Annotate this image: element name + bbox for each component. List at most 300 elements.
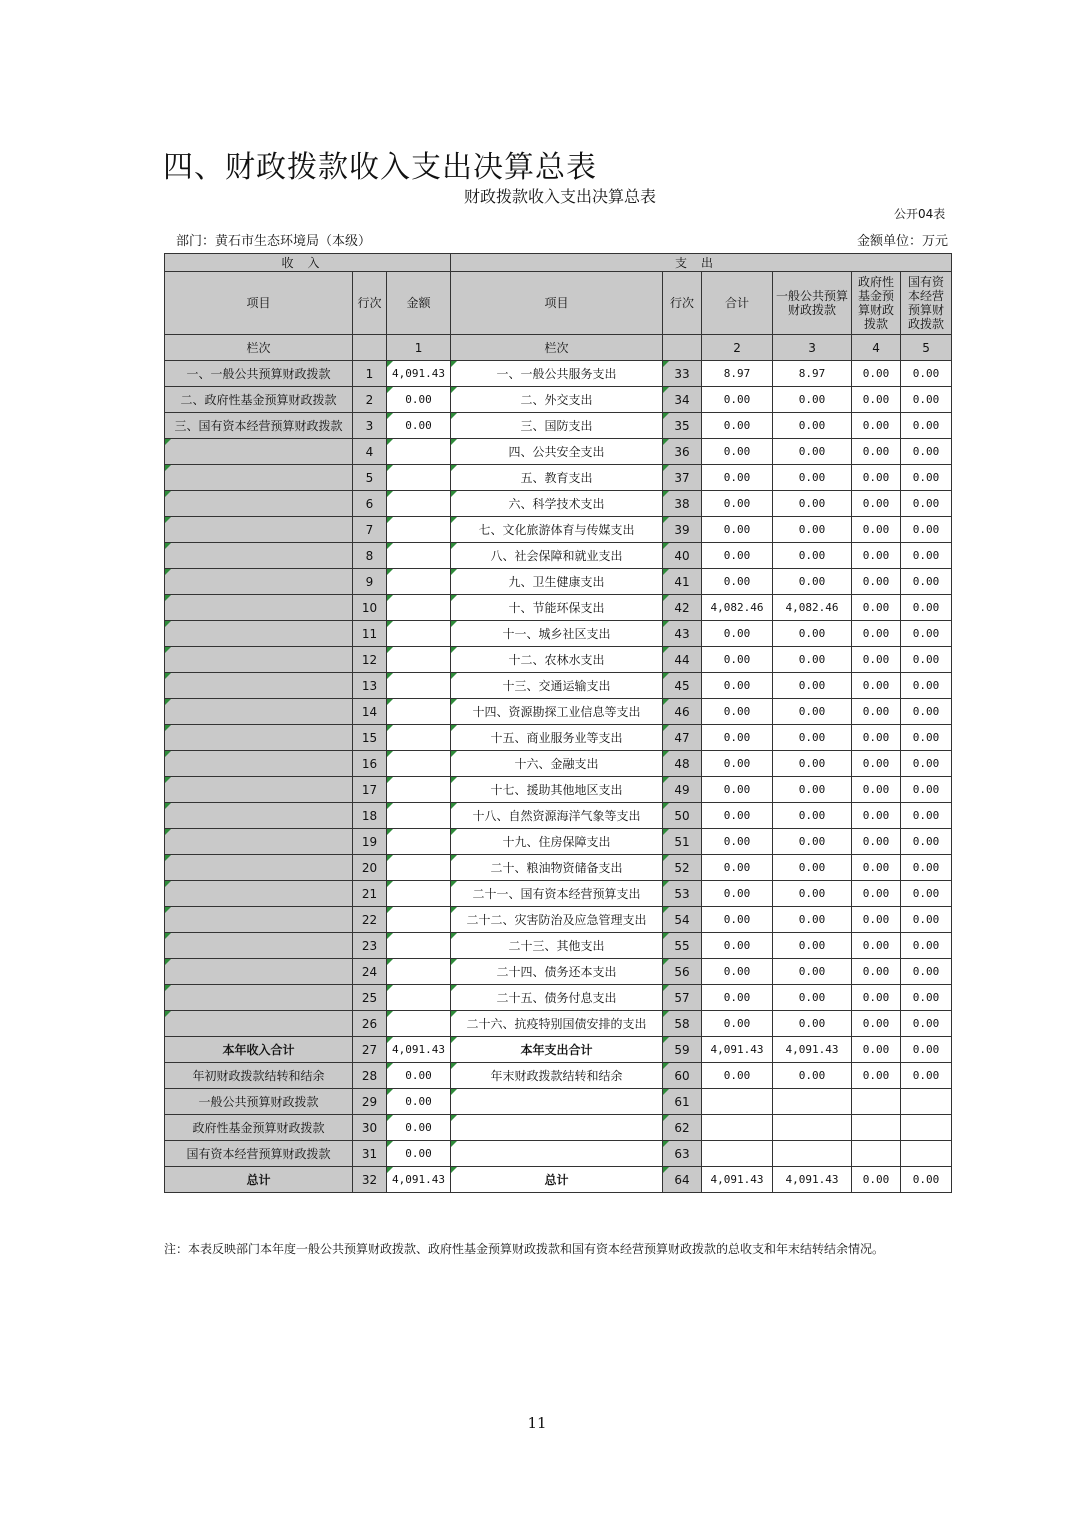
general-budget-cell bbox=[773, 1089, 852, 1115]
income-column-label: 栏次 bbox=[165, 335, 353, 361]
general-budget-cell: 4,082.46 bbox=[773, 595, 852, 621]
state-capital-cell: 0.00 bbox=[901, 1063, 952, 1089]
expense-line-cell: 43 bbox=[663, 621, 702, 647]
gov-fund-cell: 0.00 bbox=[852, 959, 901, 985]
column-5: 5 bbox=[901, 335, 952, 361]
gov-fund-cell: 0.00 bbox=[852, 881, 901, 907]
income-item-cell bbox=[165, 543, 353, 569]
income-amount-cell: 0.00 bbox=[387, 387, 451, 413]
expense-line-cell: 50 bbox=[663, 803, 702, 829]
general-budget-cell: 0.00 bbox=[773, 1063, 852, 1089]
state-capital-cell: 0.00 bbox=[901, 439, 952, 465]
table-row bbox=[165, 439, 952, 465]
total-cell: 0.00 bbox=[702, 1063, 773, 1089]
income-amount-cell bbox=[387, 465, 451, 491]
general-budget-cell: 0.00 bbox=[773, 673, 852, 699]
expense-line-cell: 41 bbox=[663, 569, 702, 595]
income-amount-cell: 0.00 bbox=[387, 1141, 451, 1167]
table-row bbox=[165, 725, 952, 751]
page-number: 11 bbox=[527, 1414, 547, 1432]
income-line-cell: 19 bbox=[353, 829, 387, 855]
total-cell: 4,091.43 bbox=[702, 1167, 773, 1193]
gov-fund-cell bbox=[852, 1089, 901, 1115]
department-label: 部门：黄石市生态环境局（本级） bbox=[176, 234, 372, 249]
unit-label: 金额单位：万元 bbox=[857, 234, 949, 249]
expense-line-cell: 35 bbox=[663, 413, 702, 439]
expense-item-cell bbox=[451, 1115, 663, 1141]
income-item-cell bbox=[165, 881, 353, 907]
state-capital-cell: 0.00 bbox=[901, 361, 952, 387]
state-capital-cell: 0.00 bbox=[901, 725, 952, 751]
income-amount-cell bbox=[387, 569, 451, 595]
table-row bbox=[165, 361, 952, 387]
income-line-cell: 29 bbox=[353, 1089, 387, 1115]
state-capital-cell: 0.00 bbox=[901, 751, 952, 777]
income-amount-cell bbox=[387, 829, 451, 855]
gov-fund-header: 政府性基金预算财政拨款 bbox=[852, 272, 901, 335]
income-item-cell bbox=[165, 569, 353, 595]
state-capital-cell: 0.00 bbox=[901, 959, 952, 985]
expense-item-cell: 总计 bbox=[451, 1167, 663, 1193]
expense-item-cell: 二十、粮油物资储备支出 bbox=[451, 855, 663, 881]
income-amount-cell: 0.00 bbox=[387, 1115, 451, 1141]
form-number: 公开04表 bbox=[894, 207, 946, 221]
state-capital-cell bbox=[901, 1115, 952, 1141]
income-item-cell bbox=[165, 465, 353, 491]
state-capital-cell: 0.00 bbox=[901, 387, 952, 413]
total-cell bbox=[702, 1089, 773, 1115]
table-row bbox=[165, 1063, 952, 1089]
general-budget-cell bbox=[773, 1115, 852, 1141]
expense-item-cell: 二十六、抗疫特别国债安排的支出 bbox=[451, 1011, 663, 1037]
income-item-cell: 三、国有资本经营预算财政拨款 bbox=[165, 413, 353, 439]
general-budget-cell: 0.00 bbox=[773, 491, 852, 517]
income-amount-cell: 4,091.43 bbox=[387, 361, 451, 387]
income-line-cell: 26 bbox=[353, 1011, 387, 1037]
income-item-cell bbox=[165, 985, 353, 1011]
table-row bbox=[165, 777, 952, 803]
income-item-cell bbox=[165, 803, 353, 829]
income-item-cell bbox=[165, 673, 353, 699]
expense-item-cell: 十六、金融支出 bbox=[451, 751, 663, 777]
state-capital-cell: 0.00 bbox=[901, 647, 952, 673]
state-capital-cell: 0.00 bbox=[901, 907, 952, 933]
expense-item-header: 项目 bbox=[451, 272, 663, 335]
income-line-cell: 21 bbox=[353, 881, 387, 907]
expense-section-header: 支出 bbox=[451, 254, 952, 272]
expense-line-header: 行次 bbox=[663, 272, 702, 335]
total-cell: 0.00 bbox=[702, 959, 773, 985]
state-capital-cell: 0.00 bbox=[901, 881, 952, 907]
income-amount-cell bbox=[387, 933, 451, 959]
income-item-cell: 总计 bbox=[165, 1167, 353, 1193]
column-2: 2 bbox=[702, 335, 773, 361]
expense-line-cell: 40 bbox=[663, 543, 702, 569]
expense-item-cell: 三、国防支出 bbox=[451, 413, 663, 439]
expense-line-cell: 49 bbox=[663, 777, 702, 803]
state-capital-header: 国有资本经营预算财政拨款 bbox=[901, 272, 952, 335]
gov-fund-cell: 0.00 bbox=[852, 855, 901, 881]
income-amount-cell bbox=[387, 595, 451, 621]
expense-line-cell: 56 bbox=[663, 959, 702, 985]
income-item-header: 项目 bbox=[165, 272, 353, 335]
income-amount-cell: 0.00 bbox=[387, 1063, 451, 1089]
general-budget-header: 一般公共预算财政拨款 bbox=[773, 272, 852, 335]
income-item-cell bbox=[165, 933, 353, 959]
expense-line-cell: 38 bbox=[663, 491, 702, 517]
total-cell: 0.00 bbox=[702, 387, 773, 413]
income-item-cell bbox=[165, 855, 353, 881]
total-cell: 0.00 bbox=[702, 699, 773, 725]
income-line-cell: 5 bbox=[353, 465, 387, 491]
expense-item-cell: 十二、农林水支出 bbox=[451, 647, 663, 673]
total-cell: 0.00 bbox=[702, 465, 773, 491]
income-item-cell bbox=[165, 647, 353, 673]
income-item-cell bbox=[165, 517, 353, 543]
gov-fund-cell: 0.00 bbox=[852, 647, 901, 673]
expense-item-cell: 二十二、灾害防治及应急管理支出 bbox=[451, 907, 663, 933]
expense-item-cell: 十、节能环保支出 bbox=[451, 595, 663, 621]
gov-fund-cell: 0.00 bbox=[852, 1167, 901, 1193]
table-row bbox=[165, 621, 952, 647]
gov-fund-cell: 0.00 bbox=[852, 907, 901, 933]
expense-line-cell: 39 bbox=[663, 517, 702, 543]
table-row bbox=[165, 517, 952, 543]
total-cell: 0.00 bbox=[702, 1011, 773, 1037]
expense-line-cell: 54 bbox=[663, 907, 702, 933]
income-amount-cell bbox=[387, 959, 451, 985]
state-capital-cell: 0.00 bbox=[901, 569, 952, 595]
state-capital-cell: 0.00 bbox=[901, 543, 952, 569]
table-row bbox=[165, 855, 952, 881]
expense-item-cell: 二十四、债务还本支出 bbox=[451, 959, 663, 985]
income-amount-cell bbox=[387, 543, 451, 569]
expense-column-label: 栏次 bbox=[451, 335, 663, 361]
income-item-cell bbox=[165, 907, 353, 933]
general-budget-cell: 0.00 bbox=[773, 881, 852, 907]
state-capital-cell: 0.00 bbox=[901, 933, 952, 959]
state-capital-cell: 0.00 bbox=[901, 413, 952, 439]
gov-fund-cell: 0.00 bbox=[852, 777, 901, 803]
general-budget-cell: 4,091.43 bbox=[773, 1167, 852, 1193]
income-item-cell bbox=[165, 491, 353, 517]
income-item-cell: 国有资本经营预算财政拨款 bbox=[165, 1141, 353, 1167]
expense-line-cell: 55 bbox=[663, 933, 702, 959]
table-row bbox=[165, 881, 952, 907]
general-budget-cell: 0.00 bbox=[773, 387, 852, 413]
general-budget-cell: 0.00 bbox=[773, 413, 852, 439]
total-cell: 0.00 bbox=[702, 647, 773, 673]
gov-fund-cell: 0.00 bbox=[852, 985, 901, 1011]
income-item-cell: 一般公共预算财政拨款 bbox=[165, 1089, 353, 1115]
income-amount-cell bbox=[387, 1011, 451, 1037]
income-amount-cell: 0.00 bbox=[387, 413, 451, 439]
expense-line-cell: 47 bbox=[663, 725, 702, 751]
expense-item-cell: 本年支出合计 bbox=[451, 1037, 663, 1063]
income-line-cell: 17 bbox=[353, 777, 387, 803]
expense-item-cell: 十五、商业服务业等支出 bbox=[451, 725, 663, 751]
expense-item-cell: 八、社会保障和就业支出 bbox=[451, 543, 663, 569]
gov-fund-cell: 0.00 bbox=[852, 491, 901, 517]
expense-line-cell: 64 bbox=[663, 1167, 702, 1193]
gov-fund-cell bbox=[852, 1141, 901, 1167]
income-item-cell: 政府性基金预算财政拨款 bbox=[165, 1115, 353, 1141]
expense-line-cell: 59 bbox=[663, 1037, 702, 1063]
general-budget-cell: 0.00 bbox=[773, 517, 852, 543]
state-capital-cell: 0.00 bbox=[901, 829, 952, 855]
gov-fund-cell: 0.00 bbox=[852, 1037, 901, 1063]
state-capital-cell bbox=[901, 1089, 952, 1115]
general-budget-cell: 0.00 bbox=[773, 569, 852, 595]
expense-item-cell: 十三、交通运输支出 bbox=[451, 673, 663, 699]
state-capital-cell: 0.00 bbox=[901, 621, 952, 647]
general-budget-cell: 8.97 bbox=[773, 361, 852, 387]
table-row bbox=[165, 673, 952, 699]
total-cell: 4,082.46 bbox=[702, 595, 773, 621]
gov-fund-cell: 0.00 bbox=[852, 361, 901, 387]
total-cell: 0.00 bbox=[702, 855, 773, 881]
state-capital-cell: 0.00 bbox=[901, 1167, 952, 1193]
income-amount-cell: 0.00 bbox=[387, 1089, 451, 1115]
expense-item-cell bbox=[451, 1141, 663, 1167]
total-cell: 0.00 bbox=[702, 803, 773, 829]
general-budget-cell: 4,091.43 bbox=[773, 1037, 852, 1063]
income-line-cell: 30 bbox=[353, 1115, 387, 1141]
income-item-cell: 年初财政拨款结转和结余 bbox=[165, 1063, 353, 1089]
state-capital-cell: 0.00 bbox=[901, 491, 952, 517]
table-row bbox=[165, 751, 952, 777]
expense-line-cell: 63 bbox=[663, 1141, 702, 1167]
table-row bbox=[165, 647, 952, 673]
gov-fund-cell: 0.00 bbox=[852, 829, 901, 855]
income-amount-cell bbox=[387, 985, 451, 1011]
state-capital-cell: 0.00 bbox=[901, 777, 952, 803]
table-row bbox=[165, 959, 952, 985]
general-budget-cell: 0.00 bbox=[773, 621, 852, 647]
expense-line-cell: 33 bbox=[663, 361, 702, 387]
total-cell: 0.00 bbox=[702, 413, 773, 439]
income-line-cell: 4 bbox=[353, 439, 387, 465]
total-header: 合计 bbox=[702, 272, 773, 335]
total-cell: 0.00 bbox=[702, 569, 773, 595]
total-cell: 0.00 bbox=[702, 725, 773, 751]
income-amount-cell bbox=[387, 751, 451, 777]
table-row bbox=[165, 491, 952, 517]
state-capital-cell: 0.00 bbox=[901, 595, 952, 621]
general-budget-cell: 0.00 bbox=[773, 985, 852, 1011]
expense-line-cell: 46 bbox=[663, 699, 702, 725]
income-amount-cell: 4,091.43 bbox=[387, 1037, 451, 1063]
expense-line-cell: 60 bbox=[663, 1063, 702, 1089]
expense-item-cell: 十九、住房保障支出 bbox=[451, 829, 663, 855]
expense-line-cell: 37 bbox=[663, 465, 702, 491]
gov-fund-cell: 0.00 bbox=[852, 543, 901, 569]
expense-line-cell: 36 bbox=[663, 439, 702, 465]
table-row bbox=[165, 699, 952, 725]
income-item-cell bbox=[165, 959, 353, 985]
income-line-cell: 3 bbox=[353, 413, 387, 439]
income-line-cell: 14 bbox=[353, 699, 387, 725]
income-column-blank bbox=[353, 335, 387, 361]
state-capital-cell: 0.00 bbox=[901, 1037, 952, 1063]
expense-item-cell: 六、科学技术支出 bbox=[451, 491, 663, 517]
general-budget-cell: 0.00 bbox=[773, 907, 852, 933]
column-4: 4 bbox=[852, 335, 901, 361]
income-line-cell: 11 bbox=[353, 621, 387, 647]
table-row bbox=[165, 387, 952, 413]
total-cell: 0.00 bbox=[702, 881, 773, 907]
income-amount-cell bbox=[387, 907, 451, 933]
general-budget-cell bbox=[773, 1141, 852, 1167]
income-item-cell: 二、政府性基金预算财政拨款 bbox=[165, 387, 353, 413]
state-capital-cell: 0.00 bbox=[901, 985, 952, 1011]
table-row bbox=[165, 1037, 952, 1063]
table-row bbox=[165, 985, 952, 1011]
total-cell: 4,091.43 bbox=[702, 1037, 773, 1063]
expense-item-cell: 十八、自然资源海洋气象等支出 bbox=[451, 803, 663, 829]
income-item-cell bbox=[165, 439, 353, 465]
table-row bbox=[165, 1011, 952, 1037]
total-cell bbox=[702, 1141, 773, 1167]
state-capital-cell: 0.00 bbox=[901, 855, 952, 881]
income-line-cell: 9 bbox=[353, 569, 387, 595]
column-3: 3 bbox=[773, 335, 852, 361]
expense-line-cell: 42 bbox=[663, 595, 702, 621]
table-row bbox=[165, 933, 952, 959]
income-line-cell: 10 bbox=[353, 595, 387, 621]
income-item-cell: 一、一般公共预算财政拨款 bbox=[165, 361, 353, 387]
expense-item-cell: 十一、城乡社区支出 bbox=[451, 621, 663, 647]
state-capital-cell: 0.00 bbox=[901, 803, 952, 829]
gov-fund-cell: 0.00 bbox=[852, 517, 901, 543]
income-item-cell bbox=[165, 699, 353, 725]
income-amount-cell bbox=[387, 803, 451, 829]
income-line-cell: 1 bbox=[353, 361, 387, 387]
table-row bbox=[165, 907, 952, 933]
income-item-cell bbox=[165, 777, 353, 803]
income-amount-cell: 4,091.43 bbox=[387, 1167, 451, 1193]
total-cell: 0.00 bbox=[702, 751, 773, 777]
income-amount-cell bbox=[387, 647, 451, 673]
total-cell: 0.00 bbox=[702, 439, 773, 465]
state-capital-cell: 0.00 bbox=[901, 1011, 952, 1037]
income-amount-cell bbox=[387, 881, 451, 907]
total-cell: 8.97 bbox=[702, 361, 773, 387]
expense-item-cell: 二十一、国有资本经营预算支出 bbox=[451, 881, 663, 907]
income-line-cell: 27 bbox=[353, 1037, 387, 1063]
gov-fund-cell: 0.00 bbox=[852, 673, 901, 699]
income-line-cell: 12 bbox=[353, 647, 387, 673]
income-item-cell bbox=[165, 621, 353, 647]
expense-line-cell: 52 bbox=[663, 855, 702, 881]
income-line-cell: 24 bbox=[353, 959, 387, 985]
expense-item-cell bbox=[451, 1089, 663, 1115]
gov-fund-cell: 0.00 bbox=[852, 725, 901, 751]
general-budget-cell: 0.00 bbox=[773, 439, 852, 465]
gov-fund-cell bbox=[852, 1115, 901, 1141]
expense-item-cell: 七、文化旅游体育与传媒支出 bbox=[451, 517, 663, 543]
state-capital-cell: 0.00 bbox=[901, 673, 952, 699]
income-line-cell: 8 bbox=[353, 543, 387, 569]
income-line-cell: 28 bbox=[353, 1063, 387, 1089]
appropriation-table bbox=[164, 253, 952, 1193]
page-title: 四、财政拨款收入支出决算总表 bbox=[163, 150, 597, 185]
table-row bbox=[165, 1089, 952, 1115]
gov-fund-cell: 0.00 bbox=[852, 1011, 901, 1037]
income-item-cell bbox=[165, 1011, 353, 1037]
income-line-cell: 13 bbox=[353, 673, 387, 699]
general-budget-cell: 0.00 bbox=[773, 855, 852, 881]
total-cell: 0.00 bbox=[702, 777, 773, 803]
expense-line-cell: 44 bbox=[663, 647, 702, 673]
expense-item-cell: 二、外交支出 bbox=[451, 387, 663, 413]
general-budget-cell: 0.00 bbox=[773, 647, 852, 673]
expense-line-cell: 51 bbox=[663, 829, 702, 855]
state-capital-cell: 0.00 bbox=[901, 699, 952, 725]
income-line-cell: 25 bbox=[353, 985, 387, 1011]
total-cell: 0.00 bbox=[702, 829, 773, 855]
expense-item-cell: 十七、援助其他地区支出 bbox=[451, 777, 663, 803]
expense-line-cell: 61 bbox=[663, 1089, 702, 1115]
gov-fund-cell: 0.00 bbox=[852, 569, 901, 595]
income-amount-cell bbox=[387, 855, 451, 881]
income-amount-cell bbox=[387, 777, 451, 803]
expense-item-cell: 二十三、其他支出 bbox=[451, 933, 663, 959]
expense-line-cell: 58 bbox=[663, 1011, 702, 1037]
general-budget-cell: 0.00 bbox=[773, 725, 852, 751]
expense-item-cell: 二十五、债务付息支出 bbox=[451, 985, 663, 1011]
income-line-cell: 2 bbox=[353, 387, 387, 413]
expense-item-cell: 年末财政拨款结转和结余 bbox=[451, 1063, 663, 1089]
income-line-cell: 6 bbox=[353, 491, 387, 517]
total-cell: 0.00 bbox=[702, 985, 773, 1011]
expense-item-cell: 九、卫生健康支出 bbox=[451, 569, 663, 595]
income-line-cell: 22 bbox=[353, 907, 387, 933]
gov-fund-cell: 0.00 bbox=[852, 699, 901, 725]
general-budget-cell: 0.00 bbox=[773, 777, 852, 803]
income-item-cell bbox=[165, 725, 353, 751]
general-budget-cell: 0.00 bbox=[773, 803, 852, 829]
table-row bbox=[165, 595, 952, 621]
income-amount-cell bbox=[387, 725, 451, 751]
general-budget-cell: 0.00 bbox=[773, 933, 852, 959]
expense-item-cell: 十四、资源勘探工业信息等支出 bbox=[451, 699, 663, 725]
expense-line-cell: 53 bbox=[663, 881, 702, 907]
gov-fund-cell: 0.00 bbox=[852, 413, 901, 439]
expense-line-cell: 62 bbox=[663, 1115, 702, 1141]
income-line-cell: 18 bbox=[353, 803, 387, 829]
general-budget-cell: 0.00 bbox=[773, 699, 852, 725]
expense-line-cell: 57 bbox=[663, 985, 702, 1011]
income-amount-cell bbox=[387, 699, 451, 725]
income-amount-cell bbox=[387, 439, 451, 465]
total-cell: 0.00 bbox=[702, 673, 773, 699]
income-line-cell: 20 bbox=[353, 855, 387, 881]
gov-fund-cell: 0.00 bbox=[852, 387, 901, 413]
total-cell: 0.00 bbox=[702, 621, 773, 647]
gov-fund-cell: 0.00 bbox=[852, 803, 901, 829]
total-cell: 0.00 bbox=[702, 491, 773, 517]
table-row bbox=[165, 413, 952, 439]
state-capital-cell: 0.00 bbox=[901, 517, 952, 543]
income-amount-cell bbox=[387, 491, 451, 517]
gov-fund-cell: 0.00 bbox=[852, 439, 901, 465]
general-budget-cell: 0.00 bbox=[773, 829, 852, 855]
table-row bbox=[165, 543, 952, 569]
table-row bbox=[165, 803, 952, 829]
expense-line-cell: 48 bbox=[663, 751, 702, 777]
state-capital-cell: 0.00 bbox=[901, 465, 952, 491]
